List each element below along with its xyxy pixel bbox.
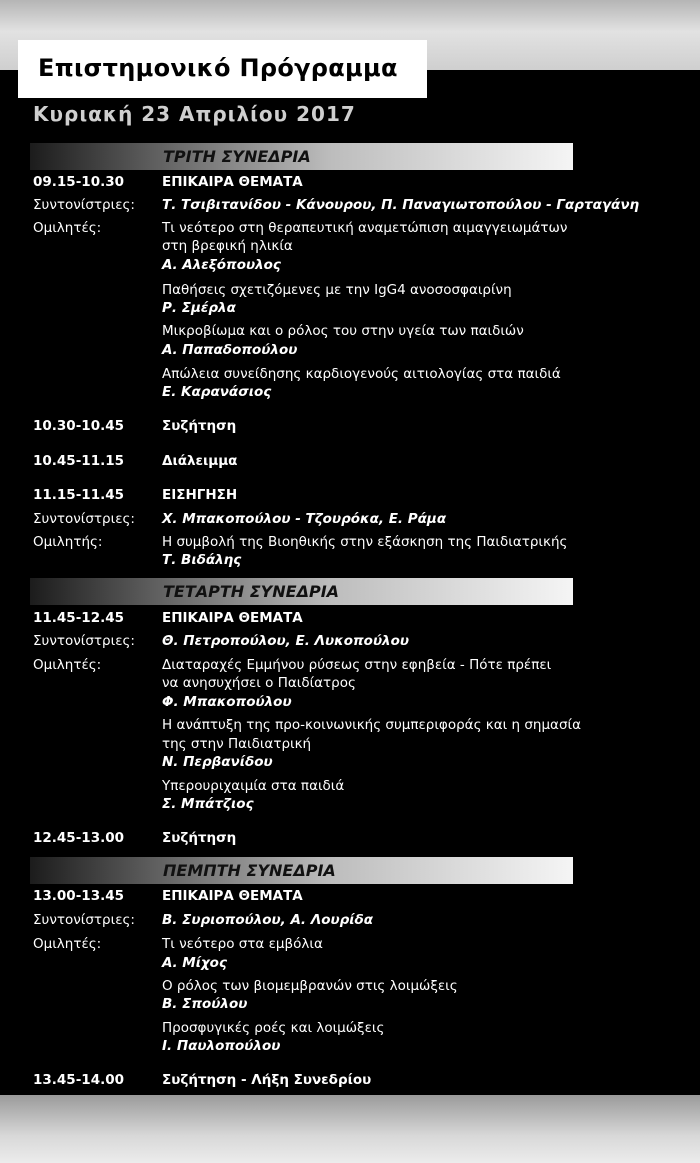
moderators-names: Χ. Μπακοπούλου - Τζουρόκα, Ε. Ράμα [162, 511, 447, 527]
session-header-thursday [30, 857, 573, 884]
session-title: ΤΕΤΑΡΤΗ ΣΥΝΕΔΡΙΑ [163, 582, 340, 601]
talk-speaker: Β. Σπούλου [162, 996, 248, 1012]
moderators-label: Συντονίστριες: [33, 511, 135, 527]
talk-speaker: Σ. Μπάτζιος [162, 796, 254, 812]
talk-title: Προσφυγικές ροές και λοιμώξεις [162, 1020, 385, 1036]
time-slot: 09.15-10.30 [33, 174, 125, 190]
talk-title: Τι νεότερο στα εμβόλια [162, 936, 323, 952]
session-title: ΠΕΜΠΤΗ ΣΥΝΕΔΡΙΑ [163, 861, 336, 880]
program-date: Κυριακή 23 Απριλίου 2017 [33, 102, 356, 126]
talk-speaker: Ε. Καρανάσιος [162, 384, 272, 400]
session-title: ΤΡΙΤΗ ΣΥΝΕΔΡΙΑ [163, 147, 311, 166]
speakers-label: Ομιλητές: [33, 657, 102, 673]
discussion-label: Συζήτηση - Λήξη Συνεδρίου [162, 1072, 372, 1088]
break-label: Διάλειμμα [162, 453, 238, 469]
time-slot: 13.00-13.45 [33, 888, 125, 904]
discussion-label: Συζήτηση [162, 830, 237, 846]
time-slot: 13.45-14.00 [33, 1072, 125, 1088]
talk-title-cont: της στην Παιδιατρική [162, 736, 312, 752]
block-label: ΕΙΣΗΓΗΣΗ [162, 487, 238, 503]
time-slot: 10.45-11.15 [33, 453, 125, 469]
talk-title: Μικροβίωμα και ο ρόλος του στην υγεία των παιδιών [162, 323, 524, 339]
talk-speaker: Α. Παπαδοπούλου [162, 342, 298, 358]
heading-box [18, 40, 427, 98]
talk-speaker: Α. Μίχος [162, 955, 227, 971]
talk-title: Παθήσεις σχετιζόμενες με την IgG4 ανοσοσφαιρίνη [162, 282, 512, 298]
talk-speaker: Ι. Παυλοπούλου [162, 1038, 281, 1054]
talk-speaker: Ν. Περβανίδου [162, 754, 273, 770]
block-label: ΕΠΙΚΑΙΡΑ ΘΕΜΑΤΑ [162, 174, 303, 190]
bottom-gradient-band [0, 1095, 700, 1163]
discussion-label: Συζήτηση [162, 418, 237, 434]
talk-title: Υπερουριχαιμία στα παιδιά [162, 778, 345, 794]
moderators-label: Συντονίστριες: [33, 633, 135, 649]
talk-speaker: Α. Αλεξόπουλος [162, 257, 281, 273]
speakers-label: Ομιλητές: [33, 220, 102, 236]
talk-title-cont: στη βρεφική ηλικία [162, 238, 293, 254]
talk-speaker: Τ. Βιδάλης [162, 552, 242, 568]
moderators-label: Συντονίστριες: [33, 912, 135, 928]
talk-title-cont: να ανησυχήσει ο Παιδίατρος [162, 675, 356, 691]
talk-title: Η συμβολή της Βιοηθικής στην εξάσκηση της Παιδιατρικής [162, 534, 568, 550]
block-label: ΕΠΙΚΑΙΡΑ ΘΕΜΑΤΑ [162, 888, 303, 904]
time-slot: 11.45-12.45 [33, 610, 125, 626]
moderators-names: Β. Συριοπούλου, Α. Λουρίδα [162, 912, 374, 928]
talk-speaker: Φ. Μπακοπούλου [162, 694, 292, 710]
talk-speaker: Ρ. Σμέρλα [162, 300, 236, 316]
talk-title: Διαταραχές Εμμήνου ρύσεως στην εφηβεία - Πότε πρέπει [162, 657, 552, 673]
talk-title: Ο ρόλος των βιομεμβρανών στις λοιμώξεις [162, 978, 458, 994]
speakers-label: Ομιλητές: [33, 936, 102, 952]
speaker-label: Ομιλητής: [33, 534, 103, 550]
talk-title: Τι νεότερο στη θεραπευτική αναμετώπιση αιμαγγειωμάτων [162, 220, 568, 236]
talk-title: Απώλεια συνείδησης καρδιογενούς αιτιολογίας στα παιδιά [162, 366, 561, 382]
moderators-names: Θ. Πετροπούλου, Ε. Λυκοπούλου [162, 633, 409, 649]
moderators-label: Συντονίστριες: [33, 197, 135, 213]
time-slot: 12.45-13.00 [33, 830, 125, 846]
session-header-tuesday [30, 143, 573, 170]
page-title: Επιστημονικό Πρόγραμμα [38, 54, 398, 82]
time-slot: 10.30-10.45 [33, 418, 125, 434]
moderators-names: Τ. Τσιβιτανίδου - Κάνουρου, Π. Παναγιωτοπούλου - Γαρταγάνη [162, 197, 640, 213]
time-slot: 11.15-11.45 [33, 487, 125, 503]
session-header-wednesday [30, 578, 573, 605]
talk-title: Η ανάπτυξη της προ-κοινωνικής συμπεριφοράς και η σημασία [162, 717, 581, 733]
block-label: ΕΠΙΚΑΙΡΑ ΘΕΜΑΤΑ [162, 610, 303, 626]
